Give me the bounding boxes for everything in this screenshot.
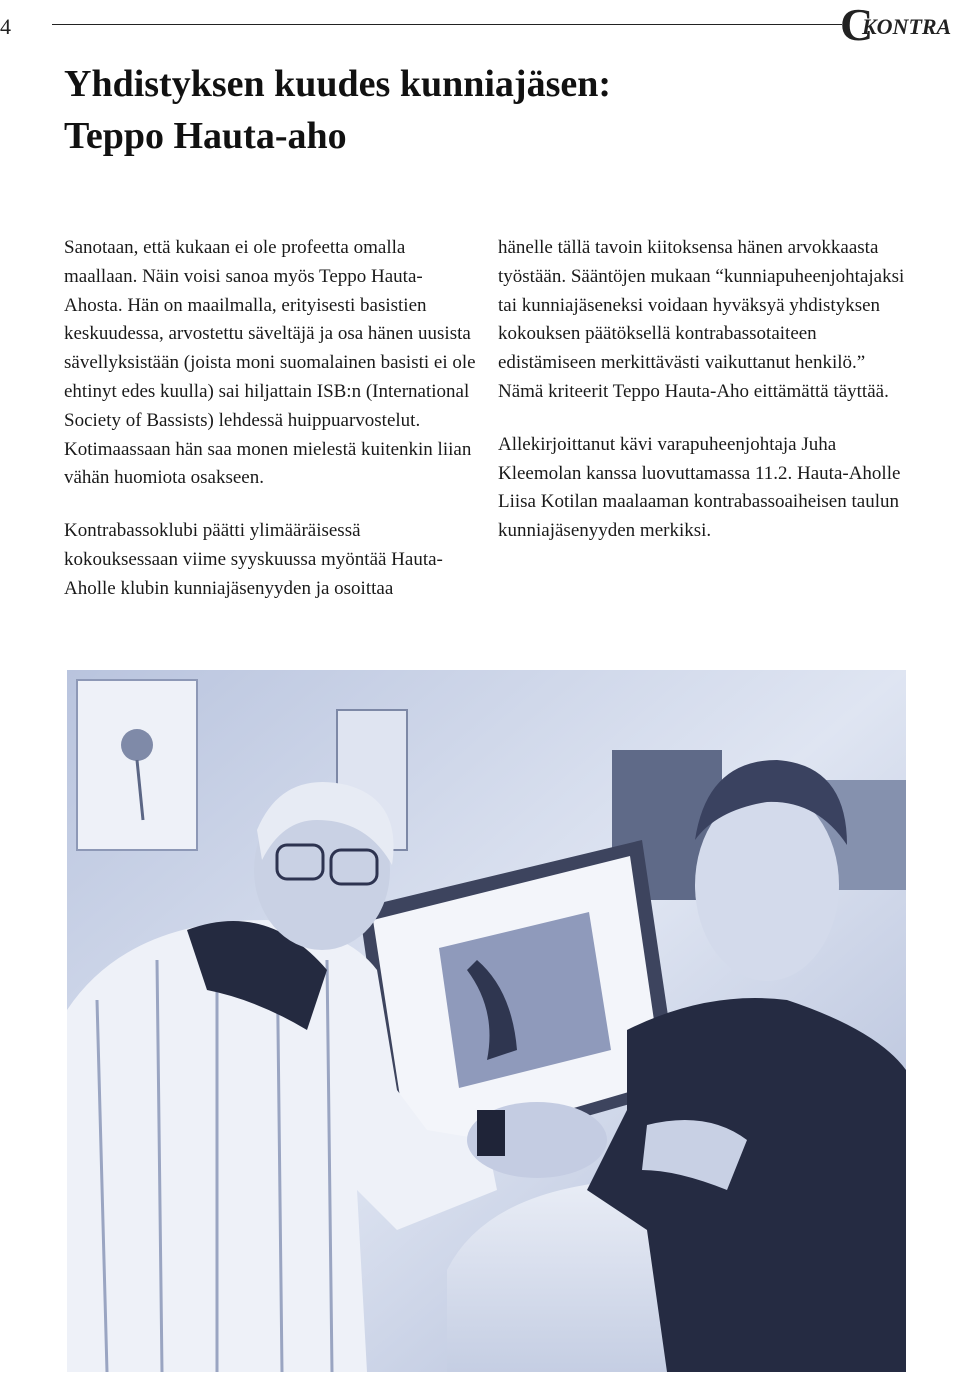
right-paragraph-1: hänelle tällä tavoin kiitoksensa hänen arvokkaasta työstään. Sääntöjen mukaan “kunniapuheenjohtajaksi tai kunniajäseneksi voidaan hyväksyä yhdistyksen kokouksen päätöksellä kontrabassotaiteen edistämiseen merkittävästi vaikuttanut henkilö.” Nämä kriteerit Teppo Hauta-Aho eittämättä täyttää. <box>498 237 905 402</box>
header-rule <box>52 24 842 25</box>
award-photo <box>67 670 906 1372</box>
kontra-logo <box>838 4 960 46</box>
left-column <box>64 234 476 604</box>
right-column <box>498 234 908 546</box>
logo-initial: C <box>840 4 874 46</box>
left-paragraph-1: Sanotaan, että kukaan ei ole profeetta omalla maallaan. Näin voisi sanoa myös Teppo Hauta-Ahosta. Hän on maailmalla, erityisesti basistien keskuudessa, arvostettu säveltäjä ja osa hänen uusista sävellyksistään (joista moni suomalainen basisti ei ole ehtinyt edes kuulla) sai hiljattain ISB:n (International Society of Bassists) lehdessä huippuarvostelut. Kotimaassaan hän saa monen mielestä kuitenkin liian vähän huomiota osakseen. <box>64 237 476 489</box>
title-line-2: Teppo Hauta-aho <box>64 115 347 157</box>
logo-wordmark: KONTRA <box>862 14 952 39</box>
right-paragraph-2: Allekirjoittanut kävi varapuheenjohtaja Juha Kleemolan kanssa luovuttamassa 11.2. Hauta-Aholle Liisa Kotilan maalaaman kontrabassoaiheisen taulun kunniajäsenyyden merkiksi. <box>498 433 901 542</box>
photo-illustration <box>67 670 906 1372</box>
page-number: 4 <box>0 14 11 39</box>
title-line-1: Yhdistyksen kuudes kunniajäsen: <box>64 63 612 105</box>
article-title <box>64 58 611 162</box>
left-paragraph-2: Kontrabassoklubi päätti ylimääräisessä kokouksessaan viime syyskuussa myöntää Hauta-Aholle klubin kunniajäsenyyden ja osoittaa <box>64 520 443 599</box>
